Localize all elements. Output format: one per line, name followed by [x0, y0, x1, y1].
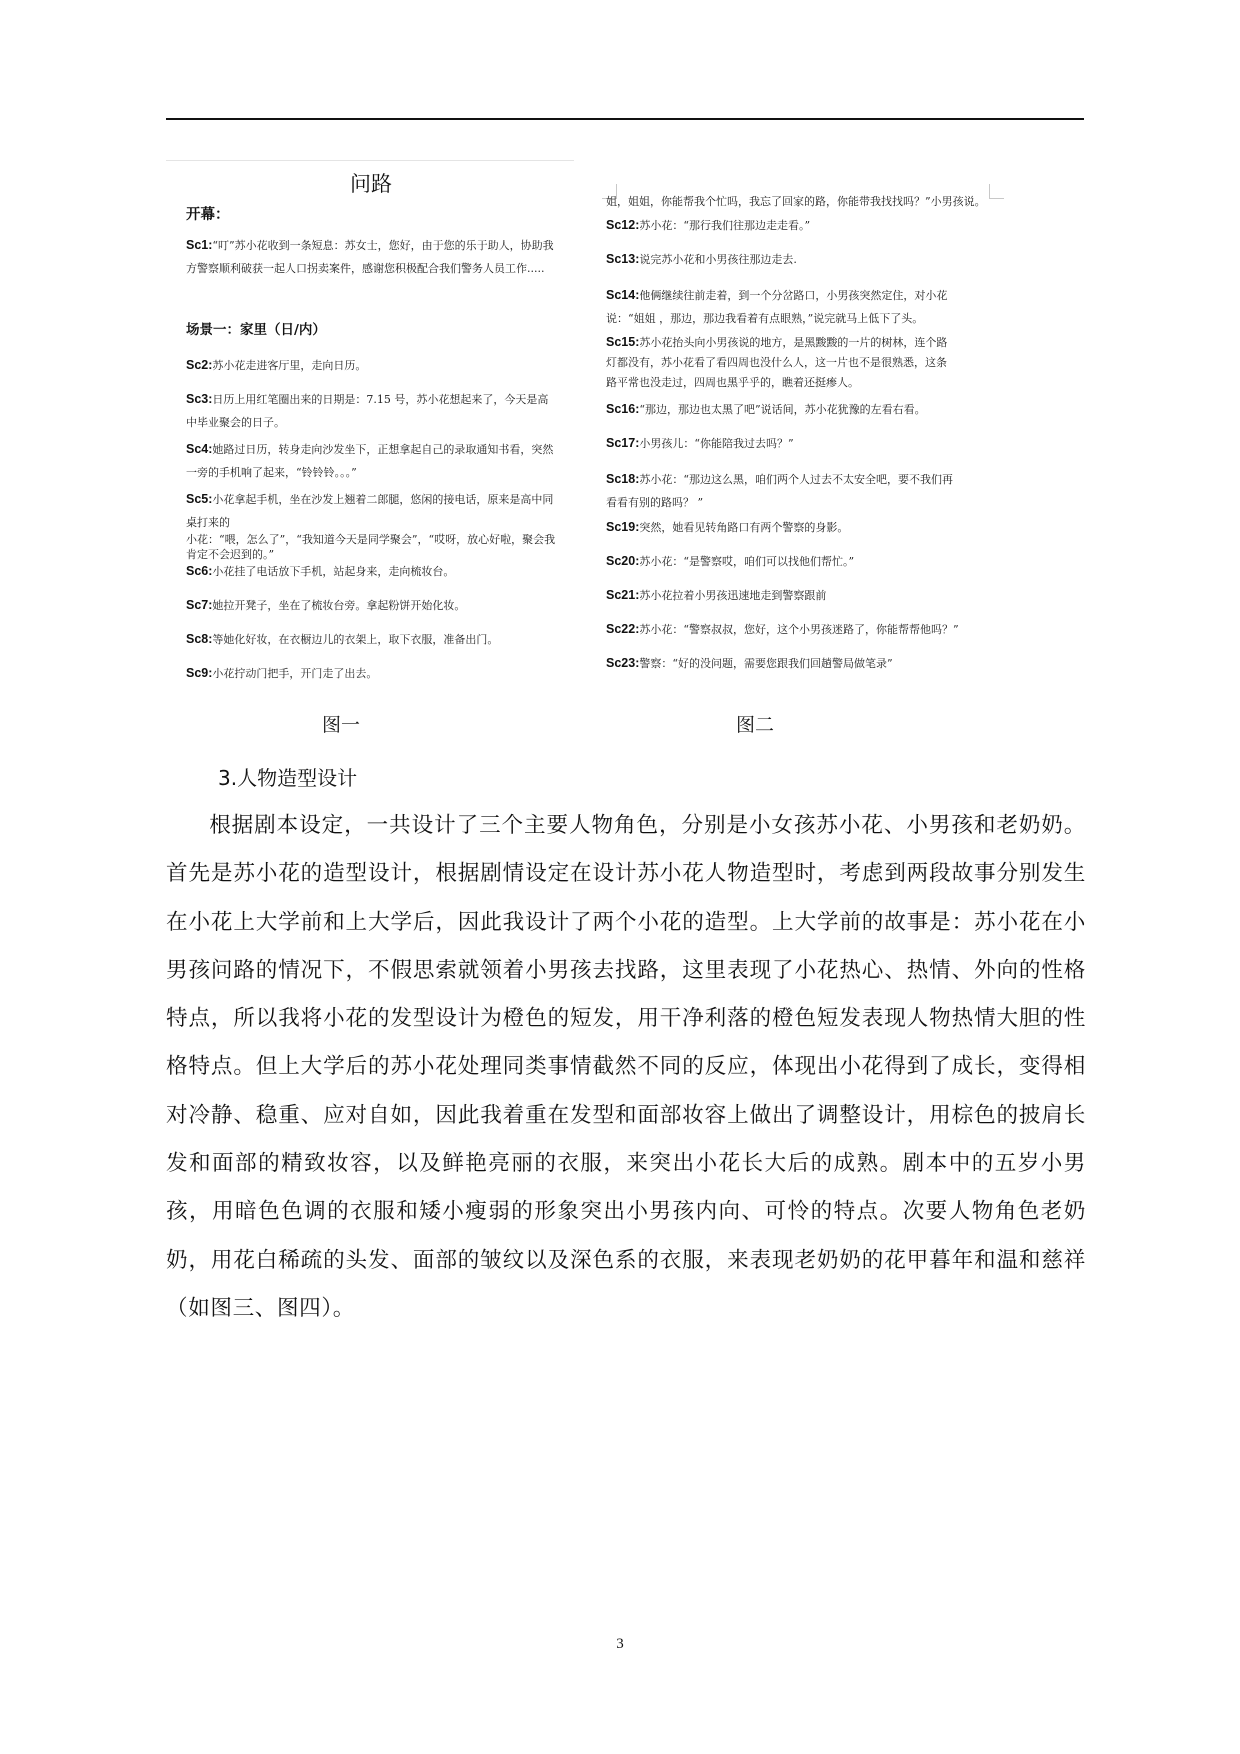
figure-2-caption: 图二: [736, 714, 775, 736]
script-line-sc3: Sc3:日历上用红笔圈出来的日期是：7.15 号，苏小花想起来了，今天是高中毕业聚会的日子。: [186, 392, 549, 429]
script-line-sc21: Sc21:苏小花拉着小男孩迅速地走到警察跟前: [606, 588, 827, 602]
figure-1-script-screenshot: [166, 158, 576, 698]
script-line-sc20: Sc20:苏小花：“是警察哎，咱们可以找他们帮忙。”: [606, 554, 855, 568]
script-line-sc2: Sc2:苏小花走进客厅里，走向日历。: [186, 358, 367, 372]
script-line-sc8: Sc8:等她化好妆，在衣橱边儿的衣架上，取下衣服，准备出门。: [186, 632, 499, 646]
opening-heading: 开幕：: [186, 207, 230, 223]
script-line-sc15: Sc15:苏小花抬头向小男孩说的地方，是黑黢黢的一片的树林，连个路灯都没有，苏小花看了看四周也没什么人，这一片也不是很熟悉，这条路平常也没走过，四周也黑乎乎的，瞧着还挺瘆人。: [606, 335, 948, 389]
script-line-sc1: Sc1:“叮”苏小花收到一条短息：苏女士，您好，由于您的乐于助人，协助我方警察顺利破获一起人口拐卖案件，感谢您积极配合我们警务人员工作.....: [186, 238, 554, 275]
section-heading: 3.人物造型设计: [218, 766, 358, 790]
script-line-sc7: Sc7:她拉开凳子，坐在了梳妆台旁。拿起粉饼开始化妆。: [186, 598, 466, 612]
header-rule: [166, 118, 1084, 120]
script-line-sc5-dialogue: 小花：“喂，怎么了”，“我知道今天是同学聚会”，“哎呀，放心好啦，聚会我肯定不会迟到的。”: [186, 533, 556, 561]
page-corner-mark: [989, 184, 1004, 199]
script-line-sc17: Sc17:小男孩儿：“你能陪我过去吗？”: [606, 436, 794, 450]
script-line-sc13: Sc13:说完苏小花和小男孩往那边走去.: [606, 252, 797, 266]
script-line-sc16: Sc16:“那边，那边也太黑了吧”说话间，苏小花犹豫的左看右看。: [606, 402, 926, 416]
script-line-sc18: Sc18:苏小花：“那边这么黑，咱们两个人过去不太安全吧，要不我们再看看有别的路吗？ ”: [606, 472, 953, 509]
script-line-sc5: Sc5:小花拿起手机，坐在沙发上翘着二郎腿，悠闲的接电话，原来是高中同桌打来的: [186, 492, 554, 529]
figure-2-script-screenshot: [606, 190, 986, 690]
body-paragraph: 根据剧本设定，一共设计了三个主要人物角色，分别是小女孩苏小花、小男孩和老奶奶。首先是苏小花的造型设计，根据剧情设定在设计苏小花人物造型时，考虑到两段故事分别发生在小花上大学前和上大学后，因此我设计了两个小花的造型。上大学前的故事是：苏小花在小男孩问路的情况下，不假思索就领着小男孩去找路，这里表现了小花热心、热情、外向的性格特点，所以我将小花的发型设计为橙色的短发，用干净利落的橙色短发表现人物热情大胆的性格特点。但上大学后的苏小花处理同类事情截然不同的反应，体现出小花得到了成长，变得相对冷静、稳重、应对自如，因此我着重在发型和面部妆容上做出了调整设计，用棕色的披肩长发和面部的精致妆容，以及鲜艳亮丽的衣服，来突出小花长大后的成熟。剧本中的五岁小男孩，用暗色色调的衣服和矮小瘦弱的形象突出小男孩内向、可怜的特点。次要人物角色老奶奶，用花白稀疏的头发、面部的皱纹以及深色系的衣服，来表现老奶奶的花甲暮年和温和慈祥（如图三、图四）。: [166, 813, 1086, 1321]
script-line-sc12: Sc12:苏小花：“那行我们往那边走走看。”: [606, 218, 811, 232]
script-line-sc9: Sc9:小花拧动门把手，开门走了出去。: [186, 666, 378, 680]
script-line-sc11-cont: 姐，姐姐，你能帮我个忙吗，我忘了回家的路，你能带我找找吗？”小男孩说。: [606, 195, 986, 208]
script-line-sc6: Sc6:小花挂了电话放下手机，站起身来，走向梳妆台。: [186, 564, 455, 578]
script-line-sc19: Sc19:突然，她看见转角路口有两个警察的身影。: [606, 520, 849, 534]
script-line-sc4: Sc4:她路过日历，转身走向沙发坐下，正想拿起自己的录取通知书看，突然一旁的手机响了起来，“铃铃铃。。。”: [186, 442, 554, 479]
script-line-sc22: Sc22:苏小花：“警察叔叔，您好，这个小男孩迷路了，你能帮帮他吗？”: [606, 622, 959, 636]
figure-1-caption: 图一: [322, 714, 361, 736]
script-title: 问路: [350, 172, 392, 196]
scene-1-heading: 场景一：家里（日/内）: [186, 322, 326, 338]
script-line-sc14: Sc14:他俩继续往前走着，到一个分岔路口，小男孩突然定住，对小花说：“姐姐 ，那边，那边我看着有点眼熟，”说完就马上低下了头。: [606, 288, 948, 325]
panel-top-border: [166, 160, 574, 161]
page-number: 3: [616, 1636, 624, 1652]
script-line-sc23: Sc23:警察：“好的没问题，需要您跟我们回趟警局做笔录”: [606, 656, 893, 670]
